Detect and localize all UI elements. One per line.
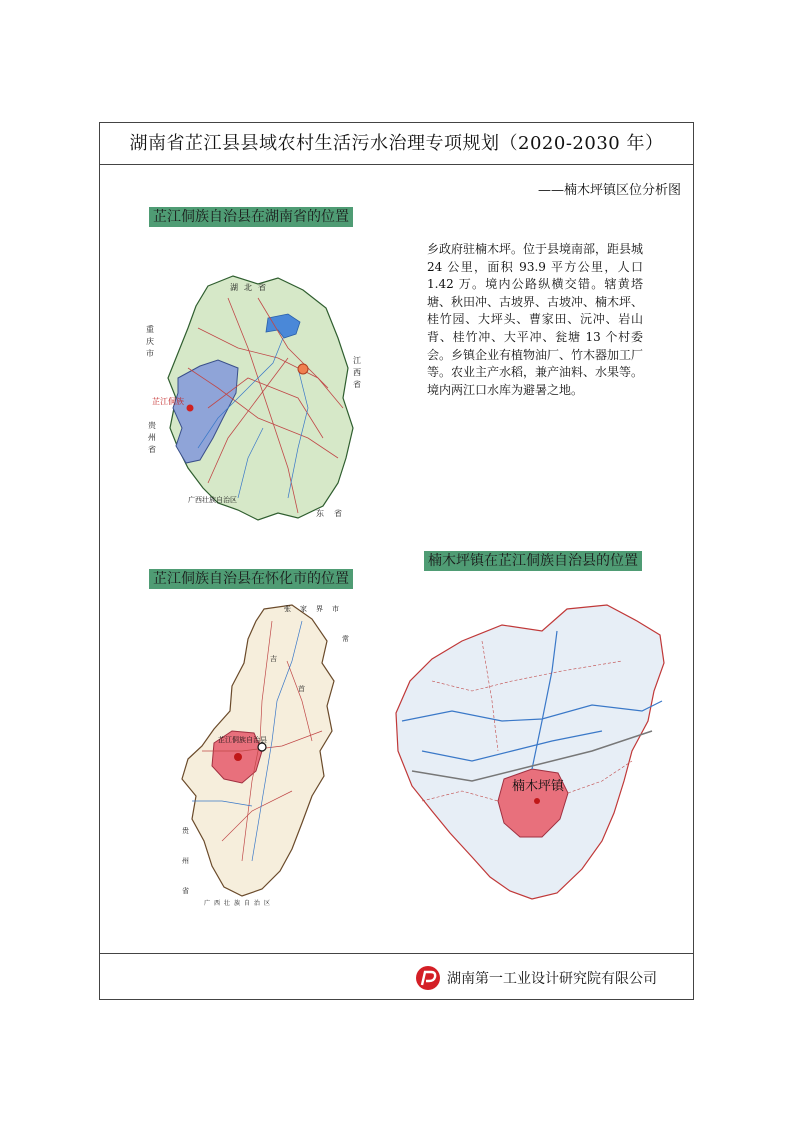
huaihua-place-label-10: 广 <box>204 900 211 906</box>
hunan-place-label-14: 省 <box>334 509 342 518</box>
footer <box>415 961 657 995</box>
hunan-place-label-5: 市 <box>146 349 154 358</box>
company-logo-icon <box>415 965 441 991</box>
huaihua-place-label-13: 族 <box>234 900 241 906</box>
hunan-place-label-13: 东 <box>316 509 324 518</box>
hunan-place-label-4: 庆 <box>146 337 154 346</box>
changsha-marker <box>298 364 308 374</box>
zhijiang-marker <box>187 405 194 412</box>
huaihua-place-label-6: 首 <box>298 685 305 693</box>
nanmuping-marker <box>534 798 540 804</box>
huaihua-place-label-17: 芷江侗族自治县 <box>218 736 267 744</box>
page-title: 湖南省芷江县县域农村生活污水治理专项规划（2020-2030 年） <box>100 123 693 165</box>
huaihua-place-label-3: 市 <box>332 605 339 613</box>
hunan-place-label-8: 省 <box>353 380 361 389</box>
huaihua-place-label-11: 西 <box>214 900 221 906</box>
huaihua-zhijiang-marker <box>234 753 242 761</box>
huaihua-city-marker <box>258 743 266 751</box>
hunan-place-label-7: 西 <box>353 368 361 377</box>
town-description: 乡政府驻楠木坪。位于县境南部，距县城 24 公里，面积 93.9 平方公里，人口 1.42 万。境内公路纵横交错。辖黄塔塘、秋田冲、古坡界、古坡冲、楠木坪、桂竹园、大坪头、曹家田、沅冲、岩山背、桂竹冲、大平冲、瓮塘 13 个村委会。乡镇企业有植物油厂、竹木器加工厂等。农业主产水稻，兼产油料、水果等。境内两江口水库为避暑之地。 <box>427 242 644 397</box>
huaihua-place-label-0: 张 <box>284 605 291 613</box>
hunan-place-label-11: 省 <box>148 445 156 454</box>
huaihua-city-map <box>152 601 362 906</box>
page-frame <box>99 122 694 1000</box>
hunan-place-label-2: 省 <box>258 283 266 292</box>
huaihua-place-label-16: 区 <box>264 900 271 906</box>
hunan-place-label-12: 广西壮族自治区 <box>188 496 237 504</box>
hunan-place-label-1: 北 <box>244 283 252 292</box>
hunan-place-label-15: 芷江侗族 <box>152 397 184 406</box>
hunan-province-map <box>138 268 368 528</box>
huaihua-place-label-9: 省 <box>182 887 189 895</box>
nanmuping-town-label: 楠木坪镇 <box>512 779 565 794</box>
hunan-map-label: 芷江侗族自治县在湖南省的位置 <box>149 207 353 227</box>
huaihua-place-label-15: 治 <box>254 900 261 906</box>
zhijiang-county-map <box>392 601 677 906</box>
company-name: 湖南第一工业设计研究院有限公司 <box>447 971 657 987</box>
hunan-place-label-10: 州 <box>148 433 156 442</box>
huaihua-place-label-14: 自 <box>244 900 251 906</box>
hunan-place-label-6: 江 <box>353 356 361 365</box>
huaihua-place-label-12: 壮 <box>224 900 231 906</box>
huaihua-place-label-1: 家 <box>300 605 307 613</box>
hunan-place-label-9: 贵 <box>148 421 156 430</box>
huaihua-place-label-7: 贵 <box>182 827 189 835</box>
hunan-place-label-3: 重 <box>146 325 154 334</box>
page-subtitle: ——楠木坪镇区位分析图 <box>537 183 681 198</box>
huaihua-place-label-5: 吉 <box>270 655 277 663</box>
huaihua-place-label-2: 界 <box>316 605 323 613</box>
zhijiang-county-shape <box>396 605 664 899</box>
hunan-place-label-0: 湖 <box>230 283 238 292</box>
huaihua-place-label-4: 常 <box>342 635 349 643</box>
footer-divider <box>100 953 693 954</box>
zhijiang-map-label: 楠木坪镇在芷江侗族自治县的位置 <box>424 551 642 571</box>
huaihua-place-label-8: 州 <box>182 857 189 865</box>
huaihua-map-label: 芷江侗族自治县在怀化市的位置 <box>149 569 353 589</box>
